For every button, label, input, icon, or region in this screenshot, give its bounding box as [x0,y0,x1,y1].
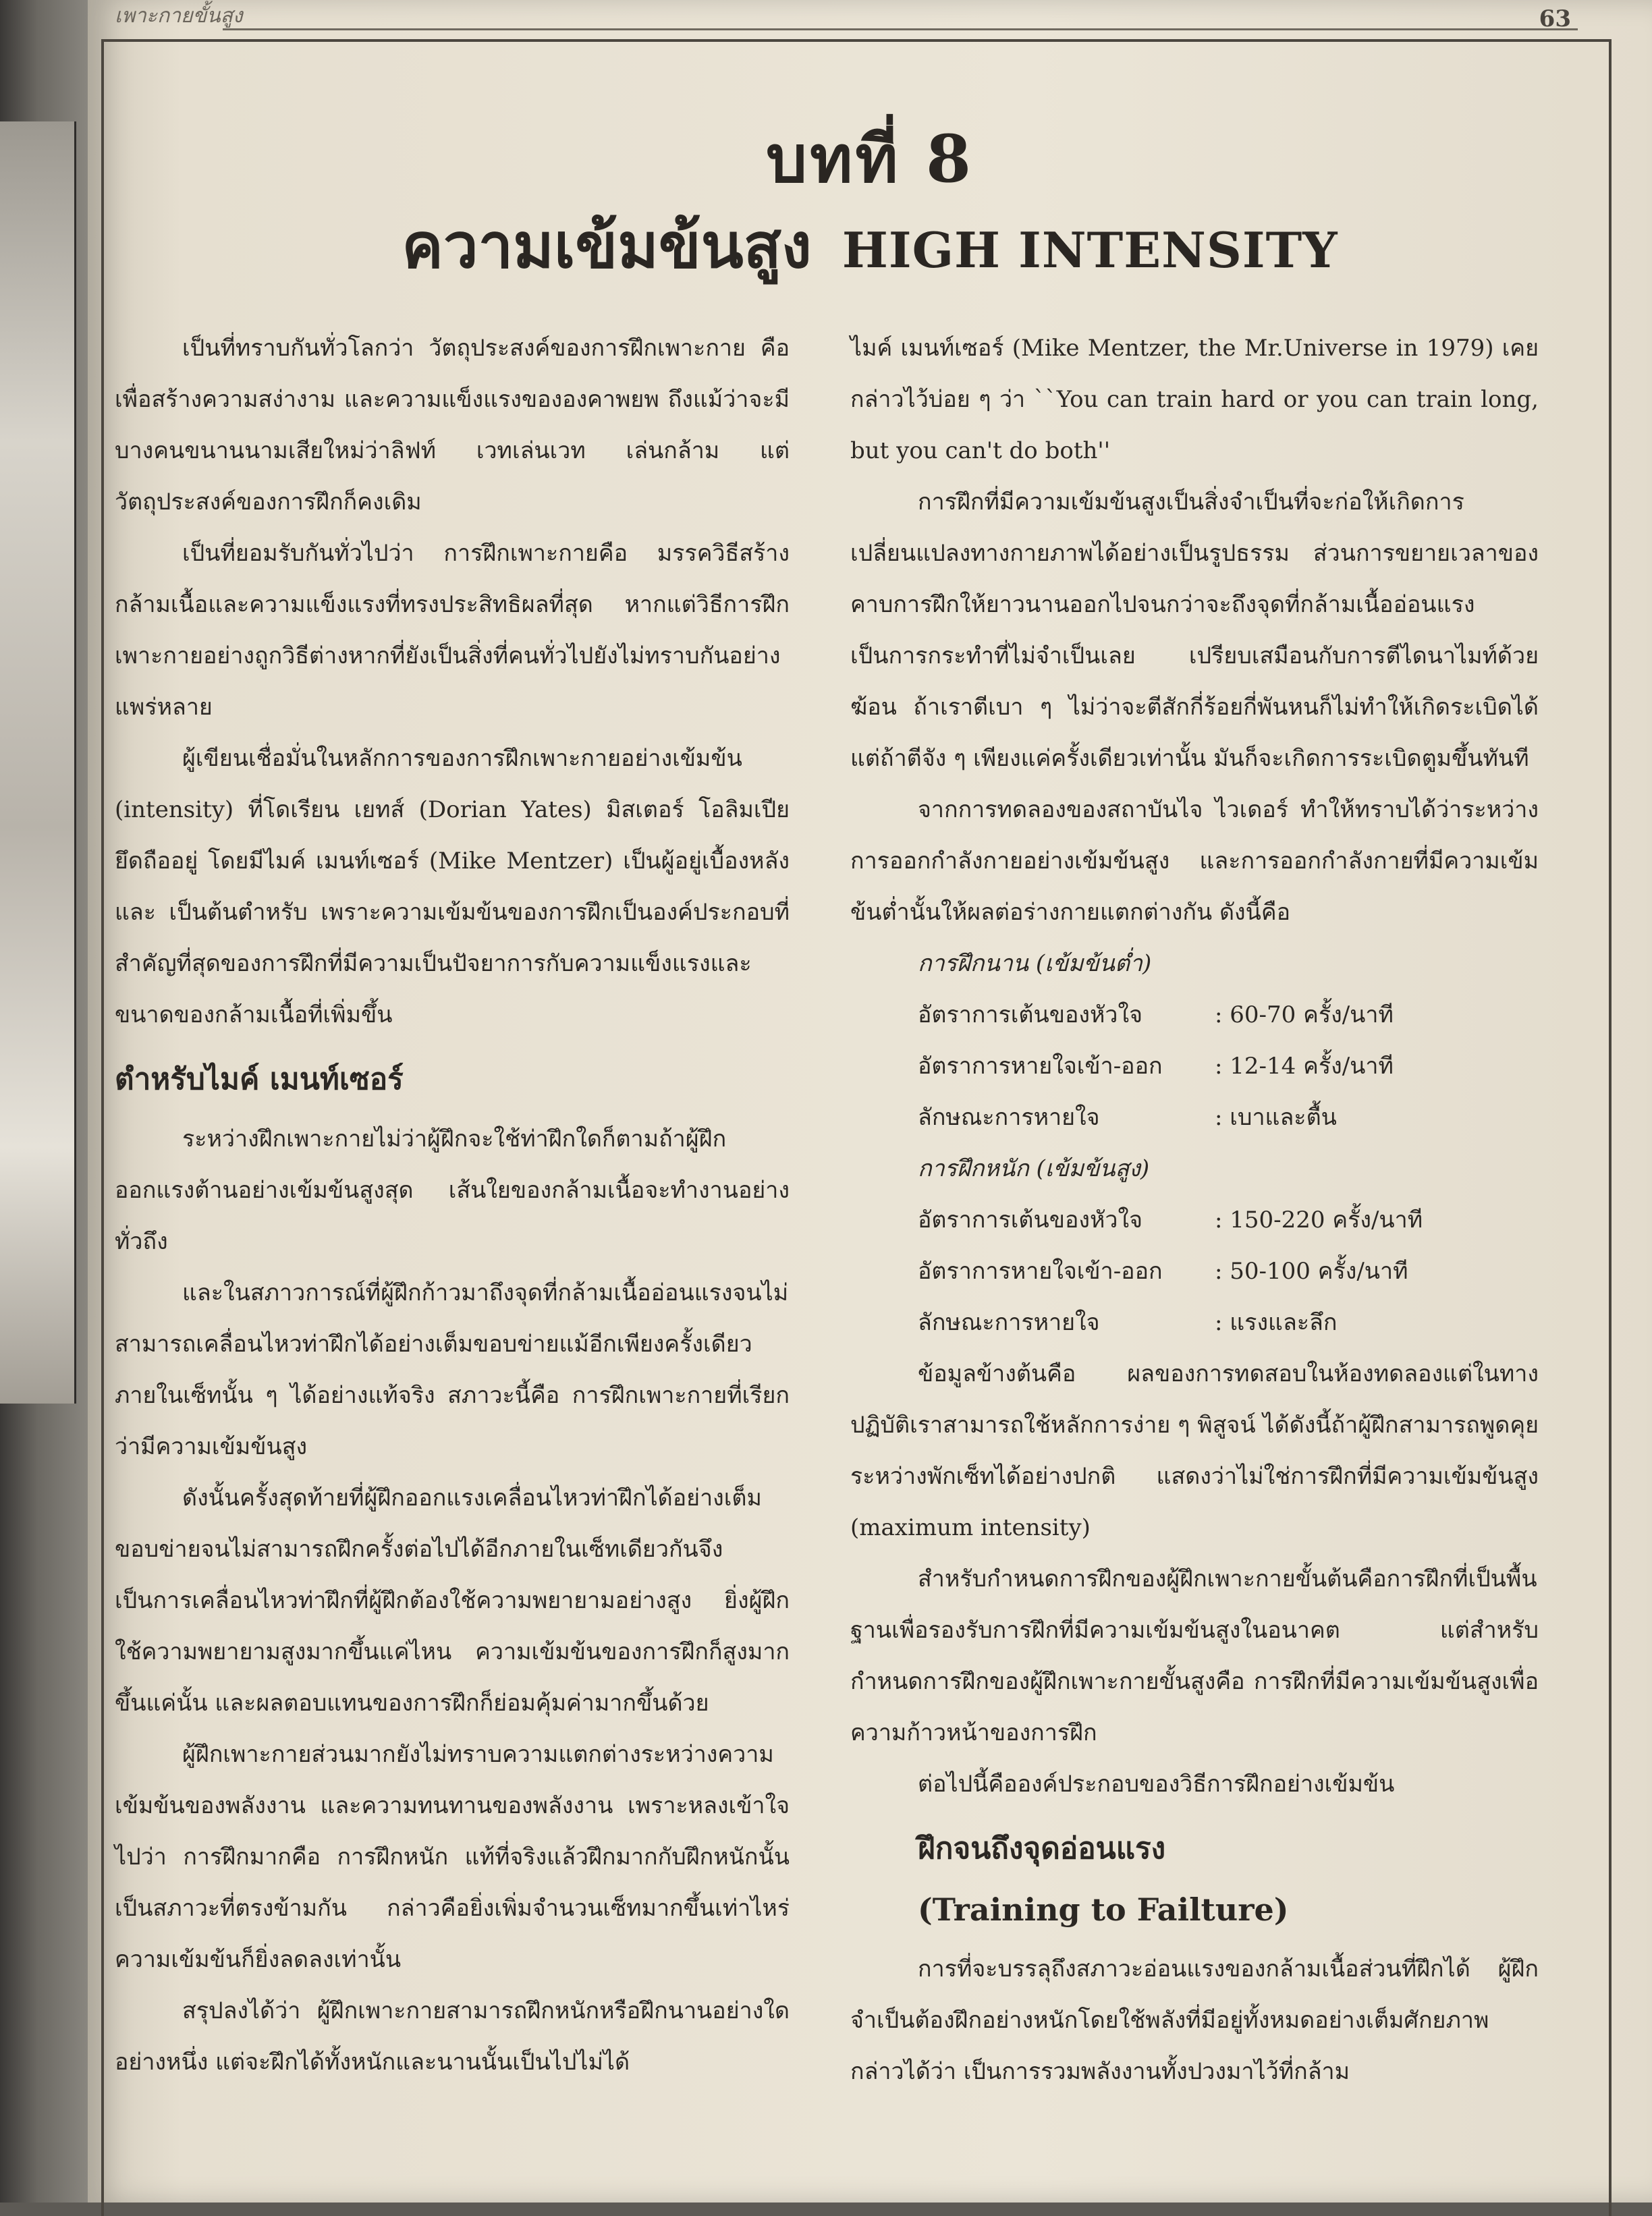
stat-label: อัตราการเต้นของหัวใจ [918,1207,1143,1234]
stat-row [850,1092,1539,1143]
stat-value: : เบาและตื้น [1215,1104,1337,1131]
paragraph: ข้อมูลข้างต้นคือ ผลของการทดสอบในห้องทดลองแต่ในทางปฏิบัติเราสามารถใช้หลักการง่าย ๆ พิสูจน์ ได้ดังนี้ถ้าผู้ฝึกสามารถพูดคุยระหว่างพักเซ็ทได้อย่างปกติ แสดงว่าไม่ใช่การฝึกที่มีความเข้มข้นสูง (maximum intensity) [850,1360,1539,1541]
book-page [88,0,1652,2203]
stat-row [850,1194,1539,1246]
high-intensity-heading: การฝึกหนัก (เข้มข้นสูง) [918,1155,1150,1182]
stat-row [850,1297,1539,1348]
left-column [115,323,790,2088]
stat-row [850,1041,1539,1092]
stat-label: ลักษณะการหายใจ [918,1104,1100,1131]
stat-label: อัตราการเต้นของหัวใจ [918,1001,1143,1028]
paragraph: การฝึกที่มีความเข้มข้นสูงเป็นสิ่งจำเป็นที่จะก่อให้เกิดการเปลี่ยนแปลงทางกายภาพได้อย่างเป็นรูปธรรม ส่วนการขยายเวลาของคาบการฝึกให้ยาวนานออกไปจนกว่าจะถึงจุดที่กล้ามเนื้ออ่อนแรงเป็นการกระทำที่ไม่จำเป็นเลย เปรียบเสมือนกับการตีไดนาไมท์ด้วยฆ้อน ถ้าเราตีเบา ๆ ไม่ว่าจะตีสักกี่ร้อยกี่พันหนก็ไม่ทำให้เกิดระเบิดได้ แต่ถ้าตีจัง ๆ เพียงแค่ครั้งเดียวเท่านั้น มันก็จะเกิดการระเบิดตูมขึ้นทันที [850,489,1539,772]
stat-value: : 12-14 ครั้ง/นาที [1215,1053,1394,1080]
paragraph: ผู้เขียนเชื่อมั่นในหลักการของการฝึกเพาะกายอย่างเข้มข้น (intensity) ที่โดเรียน เยทส์ (Dorian Yates) มิสเตอร์ โอลิมเปีย ยึดถืออยู่ โดยมีไมค์ เมนท์เซอร์ (Mike Mentzer) เป็นผู้อยู่เบื้องหลัง และ เป็นต้นตำหรับ เพราะความเข้มข้นของการฝึกเป็นองค์ประกอบที่สำคัญที่สุดของการฝึกที่มีความเป็นปัจยาการกับความแข็งแรงและขนาดของกล้ามเนื้อที่เพิ่มขึ้น [115,745,790,1028]
stat-label: ลักษณะการหายใจ [918,1309,1100,1336]
chapter-title-thai: ความเข้มข้นสูง [402,209,812,282]
stat-value: : แรงและลึก [1215,1309,1338,1336]
paragraph: เป็นที่ยอมรับกันทั่วไปว่า การฝึกเพาะกายคือ มรรควิธีสร้างกล้ามเนื้อและความแข็งแรงที่ทรงประสิทธิผลที่สุด หากแต่วิธีการฝึกเพาะกายอย่างถูกวิธีต่างหากที่ยังเป็นสิ่งที่คนทั่วไปยังไม่ทราบกันอย่างแพร่หลาย [115,540,790,721]
low-intensity-heading: การฝึกนาน (เข้มข้นต่ำ) [918,950,1152,977]
running-head: เพาะกายขั้นสูง [115,4,243,28]
chapter-subtitle [88,196,1652,295]
stat-value: : 150-220 ครั้ง/นาที [1215,1207,1423,1234]
stat-value: : 50-100 ครั้ง/นาที [1215,1258,1408,1285]
paragraph: ผู้ฝึกเพาะกายส่วนมากยังไม่ทราบความแตกต่างระหว่างความเข้มข้นของพลังงาน และความทนทานของพลังงาน เพราะหลงเข้าใจไปว่า การฝึกมากคือ การฝึกหนัก แท้ที่จริงแล้วฝึกมากกับฝึกหนักนั้นเป็นสภาวะที่ตรงข้ามกัน กล่าวคือยิ่งเพิ่มจำนวนเซ็ทมากขึ้นเท่าไหร่ ความเข้มข้นก็ยิ่งลดลงเท่านั้น [115,1741,790,1973]
paragraph: จากการทดลองของสถาบันไจ ไวเดอร์ ทำให้ทราบได้ว่าระหว่างการออกกำลังกายอย่างเข้มข้นสูง และการออกกำลังกายที่มีความเข้มข้นต่ำนั้นให้ผลต่อร่างกายแตกต่างกัน ดังนี้คือ [850,796,1539,926]
section-heading-english: (Training to Failture) [918,1891,1289,1928]
stat-label: อัตราการหายใจเข้า-ออก [918,1053,1163,1080]
stat-row [850,989,1539,1041]
section-heading-thai: ฝึกจนถึงจุดอ่อนแรง [918,1831,1166,1866]
chapter-title-english: HIGH INTENSITY [842,221,1338,279]
paragraph: ดังนั้นครั้งสุดท้ายที่ผู้ฝึกออกแรงเคลื่อนไหวท่าฝึกได้อย่างเต็มขอบข่ายจนไม่สามารถฝึกครั้งต่อไปได้อีกภายในเซ็ทเดียวกันจึงเป็นการเคลื่อนไหวท่าฝึกที่ผู้ฝึกต้องใช้ความพยายามอย่างสูง ยิ่งผู้ฝึกใช้ความพยายามสูงมากขึ้นแค่ไหน ความเข้มข้นของการฝึกก็สูงมากขึ้นแค่นั้น และผลตอบแทนของการฝึกก็ย่อมคุ้มค่ามากขึ้นด้วย [115,1485,790,1717]
paragraph: และในสภาวการณ์ที่ผู้ฝึกก้าวมาถึงจุดที่กล้ามเนื้ออ่อนแรงจนไม่สามารถเคลื่อนไหวท่าฝึกได้อย่างเต็มขอบข่ายแม้อีกเพียงครั้งเดียวภายในเซ็ทนั้น ๆ ได้อย่างแท้จริง สภาวะนี้คือ การฝึกเพาะกายที่เรียกว่ามีความเข้มข้นสูง [115,1279,790,1460]
right-column [850,323,1539,2097]
page-number: 63 [1539,5,1571,32]
paragraph: การที่จะบรรลุถึงสภาวะอ่อนแรงของกล้ามเนื้อส่วนที่ฝึกได้ ผู้ฝึกจำเป็นต้องฝึกอย่างหนักโดยใช้พลังที่มีอยู่ทั้งหมดอย่างเต็มศักยภาพ กล่าวได้ว่า เป็นการรวมพลังงานทั้งปวงมาไว้ที่กล้าม [850,1956,1539,2085]
stat-label: อัตราการหายใจเข้า-ออก [918,1258,1163,1285]
header-rule [223,28,1578,30]
paragraph: ต่อไปนี้คือองค์ประกอบของวิธีการฝึกอย่างเข้มข้น [918,1771,1395,1798]
section-heading: ตำหรับไมค์ เมนท์เซอร์ [115,1062,404,1097]
paragraph: ระหว่างฝึกเพาะกายไม่ว่าผู้ฝึกจะใช้ท่าฝึกใดก็ตามถ้าผู้ฝึกออกแรงต้านอย่างเข้มข้นสูงสุด เส้นใยของกล้ามเนื้อจะทำงานอย่างทั่วถึง [115,1126,790,1255]
stat-value: : 60-70 ครั้ง/นาที [1215,1001,1394,1028]
paragraph: สำหรับกำหนดการฝึกของผู้ฝึกเพาะกายขั้นต้นคือการฝึกที่เป็นพื้นฐานเพื่อรองรับการฝึกที่มีความเข้มข้นสูงในอนาคต แต่สำหรับกำหนดการฝึกของผู้ฝึกเพาะกายขั้นสูงคือ การฝึกที่มีความเข้มข้นสูงเพื่อความก้าวหน้าของการฝึก [850,1566,1539,1746]
facing-page-photo [0,121,76,1404]
stat-row [850,1246,1539,1297]
chapter-title: บทที่ 8 [766,121,974,197]
paragraph: สรุปลงได้ว่า ผู้ฝึกเพาะกายสามารถฝึกหนักหรือฝึกนานอย่างใดอย่างหนึ่ง แต่จะฝึกได้ทั้งหนักและนานนั้นเป็นไปไม่ได้ [115,1997,790,2076]
paragraph: เป็นที่ทราบกันทั่วโลกว่า วัตถุประสงค์ของการฝึกเพาะกาย คือ เพื่อสร้างความสง่างาม และความแข็งแรงขององคาพยพ ถึงแม้ว่าจะมีบางคนขนานนามเสียใหม่ว่าลิฟท์ เวทเล่นเวท เล่นกล้าม แต่วัตถุประสงค์ของการฝึกก็คงเดิม [115,335,790,516]
paragraph: ไมค์ เมนท์เซอร์ (Mike Mentzer, the Mr.Universe in 1979) เคยกล่าวไว้บ่อย ๆ ว่า ``You can train hard or you can train long, but you can't do both'' [850,335,1539,464]
